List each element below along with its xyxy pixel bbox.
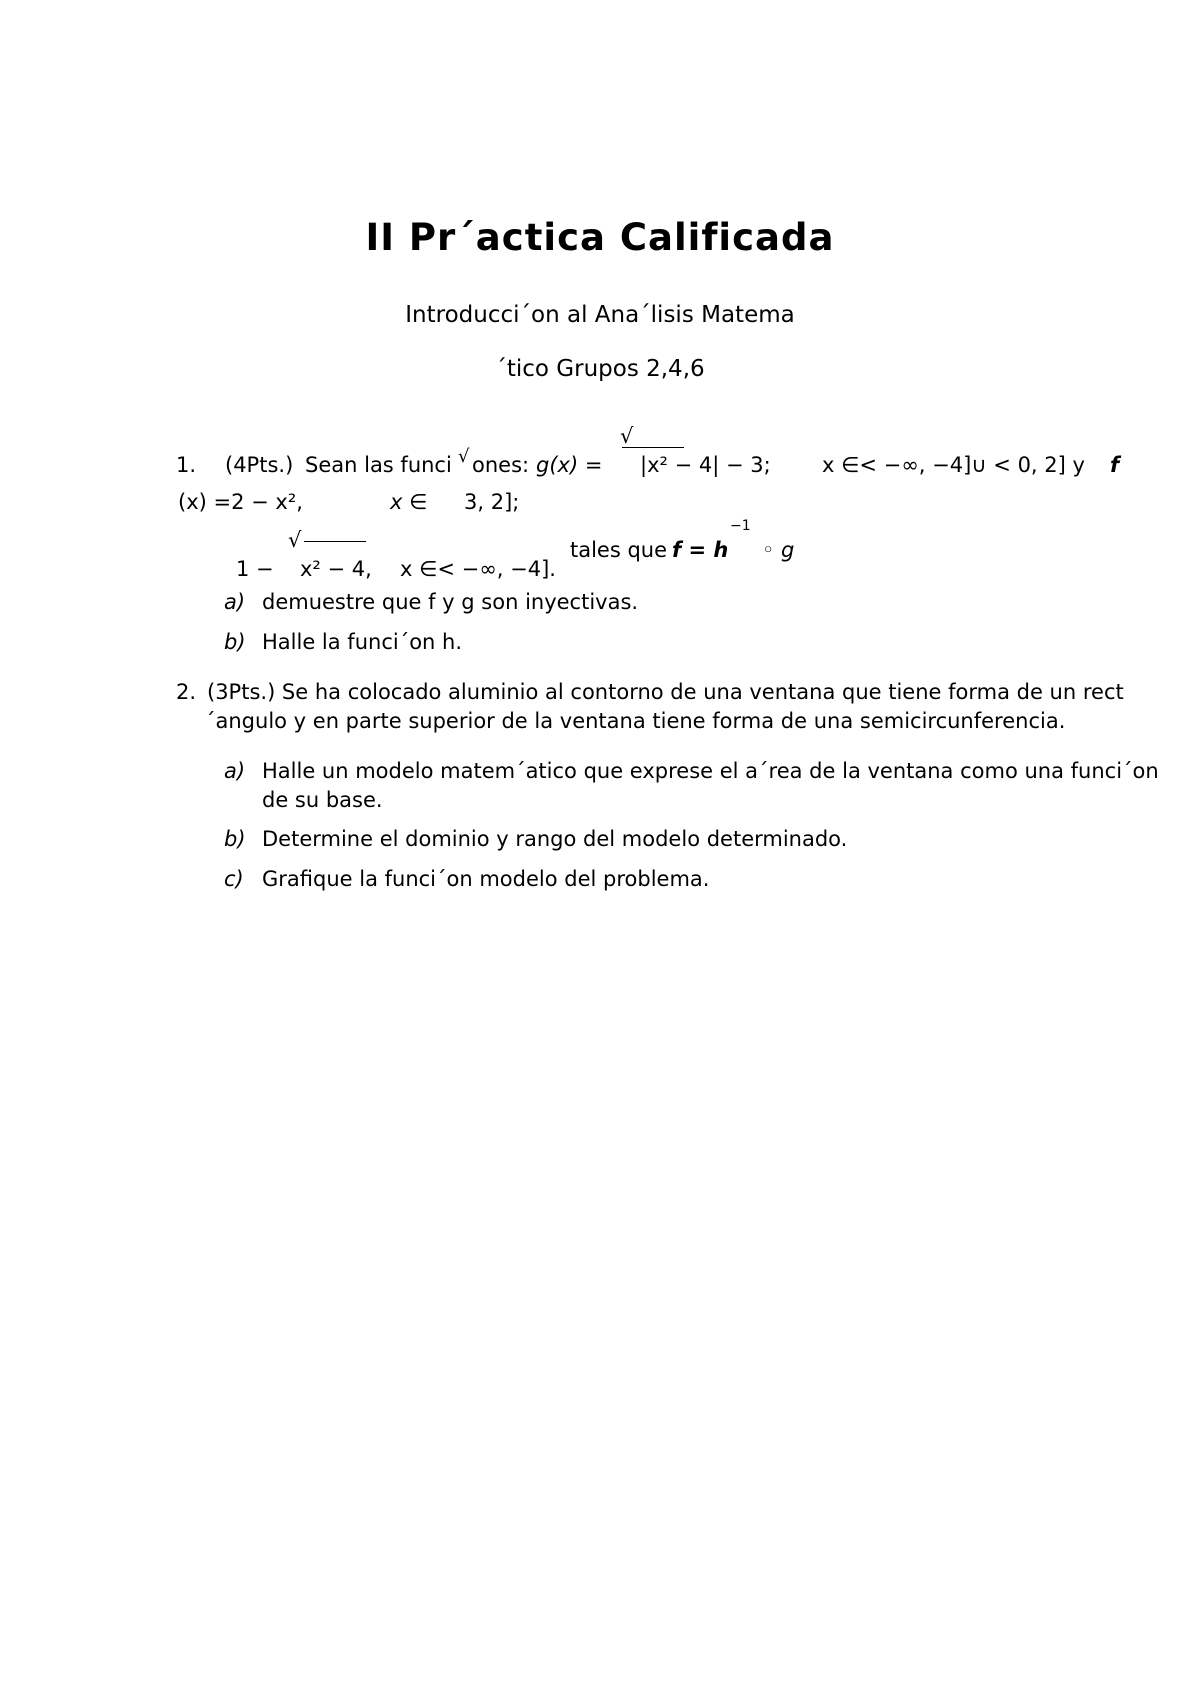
sqrt-bar-g	[622, 447, 684, 448]
f-letter: f	[1110, 453, 1120, 477]
problem-2-line-2: ´angulo y en parte superior de la ventana tiene forma de una semicircunferencia.	[205, 709, 1066, 733]
item-label: a)	[224, 590, 246, 614]
problem-1-points: (4Pts.)	[225, 453, 294, 477]
problem-2-line-1: (3Pts.) Se ha colocado aluminio al contorno de una ventana que tiene forma de un rect	[207, 680, 1124, 704]
document-title: II Pr´actica Calificada	[365, 216, 835, 259]
composition-rhs: ◦ g	[762, 538, 795, 562]
item-text: Halle la funci´on h.	[262, 630, 463, 654]
subtitle-line-2: ´tico Grupos 2,4,6	[495, 356, 705, 382]
f-domain-rest: 3, 2];	[464, 490, 520, 514]
h-prefix: 1 −	[236, 557, 274, 581]
f-definition: (x) =2 − x²,	[178, 490, 303, 514]
sqrt-symbol-inline: √	[458, 446, 470, 467]
item-text-continued: de su base.	[262, 788, 383, 812]
item-text: Halle un modelo matem´atico que exprese el a´rea de la ventana como una funci´on	[262, 759, 1159, 783]
composition-lhs: f = h	[672, 538, 729, 562]
problem-1-intro-rest: ones:	[472, 453, 530, 477]
f-domain: x ∈	[390, 490, 428, 514]
g-body: |x² − 4| − 3;	[640, 453, 771, 477]
sqrt-symbol-g: √	[620, 424, 634, 448]
tales-que: tales que	[570, 538, 668, 562]
problem-2-number: 2.	[176, 680, 197, 704]
g-domain: x ∈< −∞, −4]∪ < 0, 2] y	[822, 453, 1085, 477]
item-label: b)	[224, 827, 246, 851]
sqrt-symbol-h: √	[288, 528, 302, 552]
problem-1-number: 1.	[176, 453, 197, 477]
inverse-exponent: −1	[730, 518, 751, 534]
g-definition: g(x) =	[536, 453, 603, 477]
item-text: Determine el dominio y rango del modelo determinado.	[262, 827, 848, 851]
item-label: b)	[224, 630, 246, 654]
h-domain: x ∈< −∞, −4].	[400, 557, 556, 581]
item-label: c)	[224, 867, 244, 891]
item-text: Grafique la funci´on modelo del problema.	[262, 867, 710, 891]
item-label: a)	[224, 759, 246, 783]
problem-1-intro: Sean las funci	[305, 453, 452, 477]
item-text: demuestre que f y g son inyectivas.	[262, 590, 639, 614]
h-body: x² − 4,	[300, 557, 372, 581]
subtitle-line-1: Introducci´on al Ana´lisis Matema	[405, 302, 795, 328]
sqrt-bar-h	[304, 541, 366, 542]
